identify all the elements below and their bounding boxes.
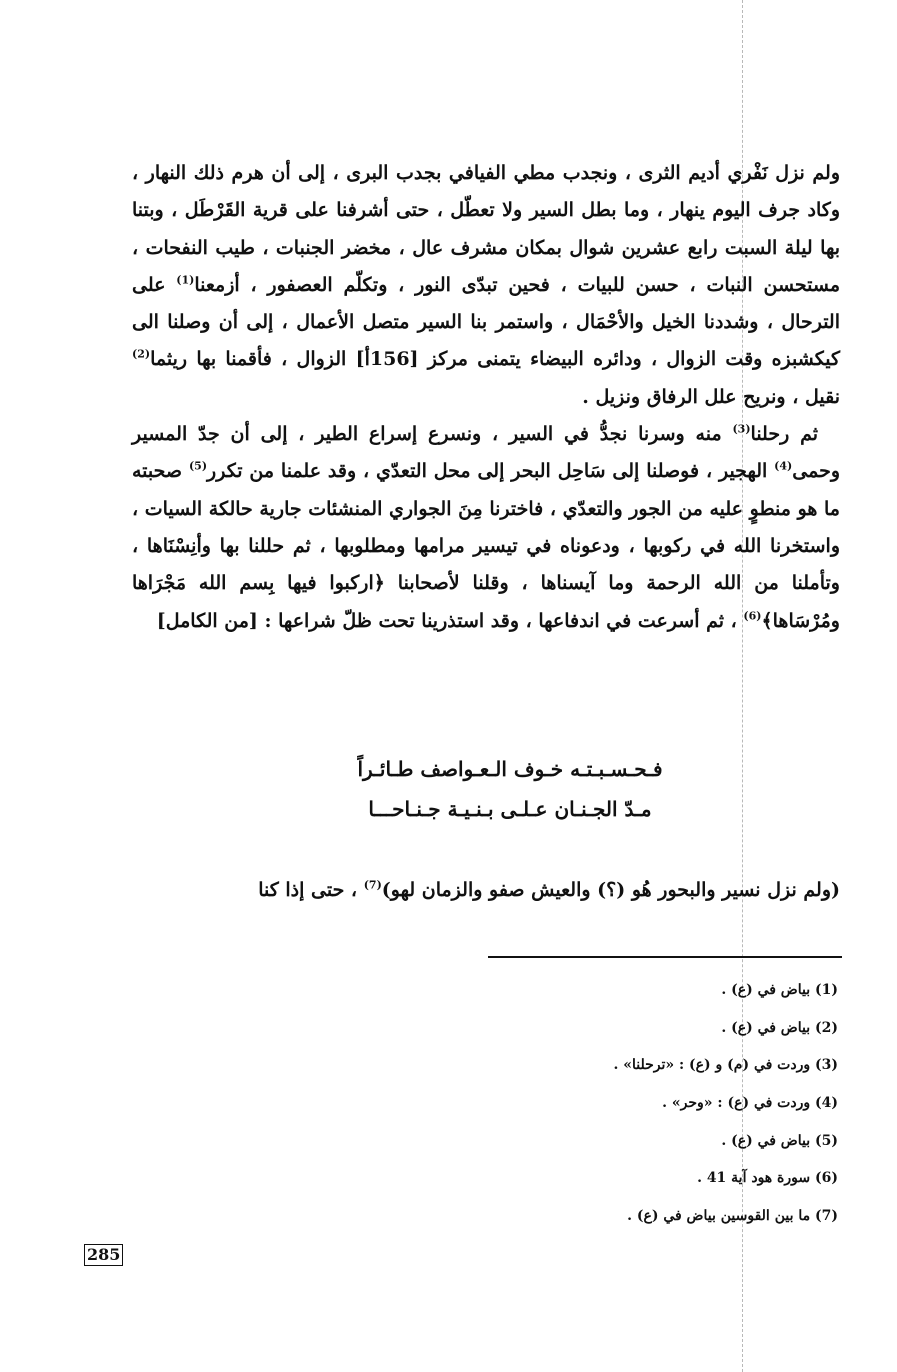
main-text bbox=[132, 155, 840, 640]
footnote-ref-1: (1) bbox=[176, 273, 195, 287]
paragraph-1-text-c: نقيل ، ونريح علل الرفاق ونزيل . bbox=[582, 385, 840, 408]
paragraph-2-text-d: صحبته ما هو منطوٍ عليه من الجور والتعدّي ، فاخترنا مِنَ الجواري المنشئات جارية حالكة السيات ، واستخرنا الله في ركوبها ، ودعوناه في تيسير مرامها ومطلوبها ، ثم حللنا بها وأنِسْنَاها ، وتأملنا من الله الرحمة وما آيسناها ، وقلنا لأصحابنا ﴿اركبوا فيها بِسم الله مَجْرَاها ومُرْسَاها﴾ bbox=[132, 460, 840, 632]
footnote-7: (7) ما بين القوسين بياض في (ع) . bbox=[627, 1208, 838, 1225]
footnote-4: (4) وردت في (ع) : «وحر» . bbox=[662, 1095, 838, 1112]
paragraph-2-text-e: ، ثم أسرعت في اندفاعها ، وقد استذرينا تحت ظلّ شراعها : [من الكامل] bbox=[156, 609, 744, 632]
paragraph-1-text-b: على الترحال ، وشددنا الخيل والأحْمَال ، واستمر بنا السير متصل الأعمال ، إلى أن وصلنا الى كيكشبزه وقت الزوال ، ودائره البيضاء يتمنى مركز [156أ] الزوال ، فأقمنا بها ريثما bbox=[132, 273, 840, 371]
page-number: 285 bbox=[84, 1244, 123, 1266]
paragraph-2-text-c: الهجير ، فوصلنا إلى سَاحِل البحر إلى محل التعدّي ، وقد علمنا من تكرر bbox=[207, 460, 775, 483]
paragraph-2-text-a: ثم رحلنا bbox=[750, 423, 819, 446]
verse-line-2: مـدّ الجـنـان عـلـى بـنـيـة جـنـاحـــا bbox=[368, 797, 652, 821]
footnote-3: (3) وردت في (م) و (ع) : «ترحلنا» . bbox=[613, 1057, 838, 1074]
footnote-ref-3: (3) bbox=[732, 422, 751, 436]
footnote-6: (6) سورة هود آية 41 . bbox=[697, 1170, 838, 1187]
paragraph-2 bbox=[132, 416, 840, 640]
footnote-ref-7: (7) bbox=[363, 878, 382, 892]
footnote-ref-6: (6) bbox=[743, 609, 762, 623]
footnote-2: (2) بياض في (ع) . bbox=[721, 1019, 838, 1036]
paragraph-2-text-b: منه وسرنا نجدُّ في السير ، ونسرع إسراع الطير ، إلى أن جدّ المسير وحمى bbox=[132, 423, 841, 483]
continuation-paragraph bbox=[132, 872, 840, 909]
paragraph-1-text-a: ولم نزل نَفْري أديم الثرى ، ونجدب مطي الفيافي بجدب البرى ، إلى أن هرم ذلك النهار ، وكاد جرف اليوم ينهار ، وما بطل السير ولا تعطّل ، حتى أشرفنا على قرية القَرْطَل ، وبتنا بها ليلة السبت رابع عشرين شوال بمكان مشرف عال ، مخضر الجنبات ، طيب النفحات ، مستحسن النبات ، حسن للبيات ، فحين تبدّى النور ، وتكلّم العصفور ، أزمعنا bbox=[132, 162, 841, 296]
continuation-text-b: ، حتى إذا كنا bbox=[258, 879, 364, 901]
continuation-text-a: (ولم نزل نسير والبحور هُو (؟) والعيش صفو والزمان لهو) bbox=[381, 879, 840, 901]
footnote-separator bbox=[488, 956, 842, 958]
footnote-5: (5) بياض في (ع) . bbox=[721, 1132, 838, 1149]
footnote-1: (1) بياض في (ع) . bbox=[721, 982, 838, 998]
footnote-ref-2: (2) bbox=[132, 348, 151, 362]
footnote-ref-4: (4) bbox=[774, 460, 793, 474]
footnote-ref-5: (5) bbox=[188, 460, 208, 474]
footnotes-list bbox=[488, 978, 838, 1242]
verse-line-1: فـحـسـبـتـه خـوف الـعـواصف طـائـراً bbox=[357, 757, 663, 781]
paragraph-1 bbox=[132, 155, 840, 416]
